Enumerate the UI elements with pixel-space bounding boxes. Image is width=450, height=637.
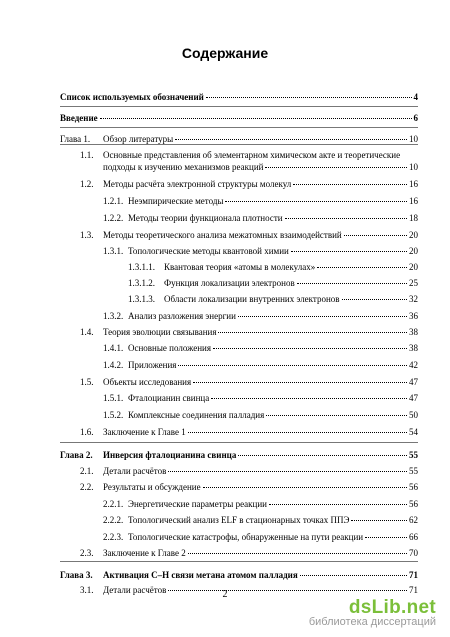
toc-entry-page: 10	[409, 134, 418, 144]
toc-entry[interactable]	[103, 162, 418, 173]
dot-leader	[188, 553, 407, 554]
toc-entry-page: 6	[413, 113, 418, 123]
dot-leader	[265, 167, 407, 168]
dot-leader	[351, 520, 407, 521]
toc-entry[interactable]	[80, 230, 418, 241]
dot-leader	[188, 432, 407, 433]
toc-entry[interactable]	[80, 327, 418, 338]
dot-leader	[269, 504, 407, 505]
watermark-logo: dsLib.net	[348, 597, 436, 618]
toc-entry[interactable]	[103, 410, 418, 421]
toc-entry[interactable]	[60, 450, 418, 461]
divider	[60, 561, 418, 562]
dot-leader	[300, 575, 407, 576]
toc-entry-title: Неэмпирические методы	[128, 196, 224, 206]
dot-leader	[211, 398, 407, 399]
toc-entry-page: 18	[409, 213, 418, 223]
toc-entry[interactable]	[128, 294, 418, 305]
dot-leader	[344, 235, 407, 236]
toc-entry[interactable]	[60, 134, 418, 145]
toc-entry-page: 20	[409, 246, 418, 256]
toc-entry-page: 70	[409, 548, 418, 558]
toc-entry-title: Активация C–H связи метана атомом палладия	[103, 570, 298, 580]
toc-entry-number: 1.1.	[80, 150, 94, 160]
toc-entry-page: 71	[409, 585, 418, 595]
dot-leader	[225, 201, 407, 202]
toc-entry-number: 2.2.2.	[103, 515, 124, 525]
toc-entry-title: Заключение к Главе 1	[103, 427, 186, 437]
toc-entry[interactable]	[103, 360, 418, 371]
toc-entry-title: Методы теоретического анализа межатомных взаимодействий	[103, 230, 342, 240]
dot-leader	[238, 316, 407, 317]
toc-entry-page: 10	[409, 162, 418, 172]
toc-entry[interactable]	[80, 179, 418, 190]
toc-entry[interactable]	[60, 113, 418, 124]
toc-entry[interactable]	[103, 246, 418, 257]
toc-entry[interactable]	[80, 482, 418, 493]
dot-leader	[238, 455, 407, 456]
toc-entry-number: 2.1.	[80, 466, 94, 476]
toc-entry[interactable]	[80, 150, 418, 161]
toc-entry[interactable]	[80, 466, 418, 477]
toc-entry[interactable]	[128, 278, 418, 289]
toc-entry-page: 16	[409, 179, 418, 189]
toc-entry-number: 2.2.1.	[103, 499, 124, 509]
toc-entry-number: 1.2.	[80, 179, 94, 189]
toc-entry-number: 1.3.1.2.	[128, 278, 155, 288]
dot-leader	[342, 299, 407, 300]
toc-entry-page: 47	[409, 393, 418, 403]
divider	[60, 442, 418, 443]
toc-entry-page: 20	[409, 262, 418, 272]
toc-entry-title: Основные положения	[128, 343, 211, 353]
watermark-subtitle: библиотека диссертаций	[308, 616, 436, 628]
toc-entry[interactable]	[128, 262, 418, 273]
toc-entry-page: 56	[409, 499, 418, 509]
toc-entry-page: 4	[413, 92, 418, 102]
toc-entry-page: 56	[409, 482, 418, 492]
toc-entry[interactable]	[103, 213, 418, 224]
toc-entry-title: Детали расчётов	[103, 585, 167, 595]
toc-entry[interactable]	[103, 343, 418, 354]
toc-entry[interactable]	[80, 548, 418, 559]
toc-entry-title: Области локализации внутренних электронов	[164, 294, 340, 304]
toc-entry-title: Заключение к Главе 2	[103, 548, 186, 558]
toc-entry[interactable]	[103, 196, 418, 207]
toc-entry-page: 42	[409, 360, 418, 370]
dot-leader	[297, 283, 407, 284]
toc-entry-page: 16	[409, 196, 418, 206]
toc-entry-page: 36	[409, 311, 418, 321]
toc-entry-number: 2.2.	[80, 482, 94, 492]
toc-entry-number: Глава 2.	[60, 450, 93, 460]
dot-leader	[100, 118, 412, 119]
toc-entry-page: 25	[409, 278, 418, 288]
toc-entry[interactable]	[60, 570, 418, 581]
dot-leader	[203, 487, 407, 488]
toc-entry-title: Фталоцианин свинца	[128, 393, 210, 403]
toc-entry-number: Глава 3.	[60, 570, 93, 580]
dot-leader	[285, 218, 407, 219]
divider	[60, 106, 418, 107]
toc-entry[interactable]	[103, 532, 418, 543]
toc-entry-page: 66	[409, 532, 418, 542]
toc-entry-number: 1.5.2.	[103, 410, 124, 420]
watermark	[309, 597, 436, 628]
toc-entry-title: подходы к изучению механизмов реакций	[103, 162, 264, 172]
toc-entry-title: Методы теории функционала плотности	[128, 213, 283, 223]
toc-entry-title: Топологические методы квантовой химии	[128, 246, 289, 256]
toc-entry-page: 32	[409, 294, 418, 304]
dot-leader	[218, 332, 407, 333]
toc-entry[interactable]	[60, 92, 418, 103]
page-title: Содержание	[181, 45, 269, 61]
toc-entry-title: Приложения	[128, 360, 177, 370]
toc-entry[interactable]	[103, 393, 418, 404]
dot-leader	[206, 97, 412, 98]
toc-entry-title: Обзор литературы	[103, 134, 174, 144]
toc-entry-title: Топологические катастрофы, обнаруженные на пути реакции	[128, 532, 364, 542]
toc-entry-page: 20	[409, 230, 418, 240]
toc-entry-title: Результаты и обсуждение	[103, 482, 201, 492]
dot-leader	[213, 348, 407, 349]
toc-entry[interactable]	[80, 427, 418, 438]
toc-entry-page: 54	[409, 427, 418, 437]
toc-entry-title: Анализ разложения энергии	[128, 311, 236, 321]
toc-entry-number: 2.3.	[80, 548, 94, 558]
toc-entry-number: 1.3.1.1.	[128, 262, 155, 272]
toc-entry-number: 1.4.2.	[103, 360, 124, 370]
toc-entry-page: 47	[409, 377, 418, 387]
toc-entry-title: Основные представления об элементарном химическом акте и теоретические	[103, 150, 401, 160]
toc-entry-page: 55	[409, 450, 418, 460]
divider	[60, 127, 418, 128]
toc-entry-title: Функция локализации электронов	[164, 278, 295, 288]
page-number: 2	[222, 589, 228, 600]
toc-entry-number: 1.2.2.	[103, 213, 124, 223]
toc-entry-page: 38	[409, 327, 418, 337]
toc-entry-number: 1.3.	[80, 230, 94, 240]
toc-entry-title: Энергетические параметры реакции	[128, 499, 267, 509]
toc-entry-number: 1.3.1.	[103, 246, 124, 256]
toc-entry-title: Квантовая теория «атомы в молекулах»	[164, 262, 316, 272]
toc-entry[interactable]	[80, 377, 418, 388]
dot-leader	[293, 184, 407, 185]
toc-entry-number: Глава 1.	[60, 134, 91, 144]
toc-entry-title: Комплексные соединения палладия	[128, 410, 265, 420]
toc-entry-title: Инверсия фталоцианина свинца	[103, 450, 237, 460]
toc-entry-number: 2.2.3.	[103, 532, 124, 542]
toc-entry-title: Объекты исследования	[103, 377, 192, 387]
toc-entry-number: 1.4.	[80, 327, 94, 337]
toc-entry-number: 1.5.1.	[103, 393, 124, 403]
toc-entry-page: 50	[409, 410, 418, 420]
dot-leader	[266, 415, 407, 416]
toc-entry-page: 38	[409, 343, 418, 353]
toc-entry-number: 1.2.1.	[103, 196, 124, 206]
toc-entry-title: Введение	[60, 113, 98, 123]
dot-leader	[317, 267, 407, 268]
toc-entry[interactable]	[103, 515, 418, 526]
toc-entry[interactable]	[103, 311, 418, 322]
toc-entry-number: 3.1.	[80, 585, 94, 595]
dot-leader	[178, 365, 407, 366]
toc-entry-title: Методы расчёта электронной структуры молекул	[103, 179, 292, 189]
toc-entry-number: 1.5.	[80, 377, 94, 387]
dot-leader	[365, 537, 407, 538]
toc-entry-number: 1.6.	[80, 427, 94, 437]
toc-entry-number: 1.3.2.	[103, 311, 124, 321]
dot-leader	[168, 471, 407, 472]
dot-leader	[291, 251, 407, 252]
toc-entry-number: 1.3.1.3.	[128, 294, 155, 304]
toc-entry-title: Топологический анализ ELF в стационарных точках ППЭ	[128, 515, 350, 525]
toc-entry-title: Детали расчётов	[103, 466, 167, 476]
toc-entry-page: 55	[409, 466, 418, 476]
dot-leader	[193, 382, 407, 383]
toc-entry-number: 1.4.1.	[103, 343, 124, 353]
toc-entry-page: 62	[409, 515, 418, 525]
dot-leader	[175, 139, 407, 140]
toc-entry-title: Теория эволюции связывания	[103, 327, 217, 337]
toc-entry[interactable]	[103, 499, 418, 510]
toc-entry-page: 71	[409, 570, 418, 580]
toc-entry-title: Список используемых обозначений	[60, 92, 204, 102]
